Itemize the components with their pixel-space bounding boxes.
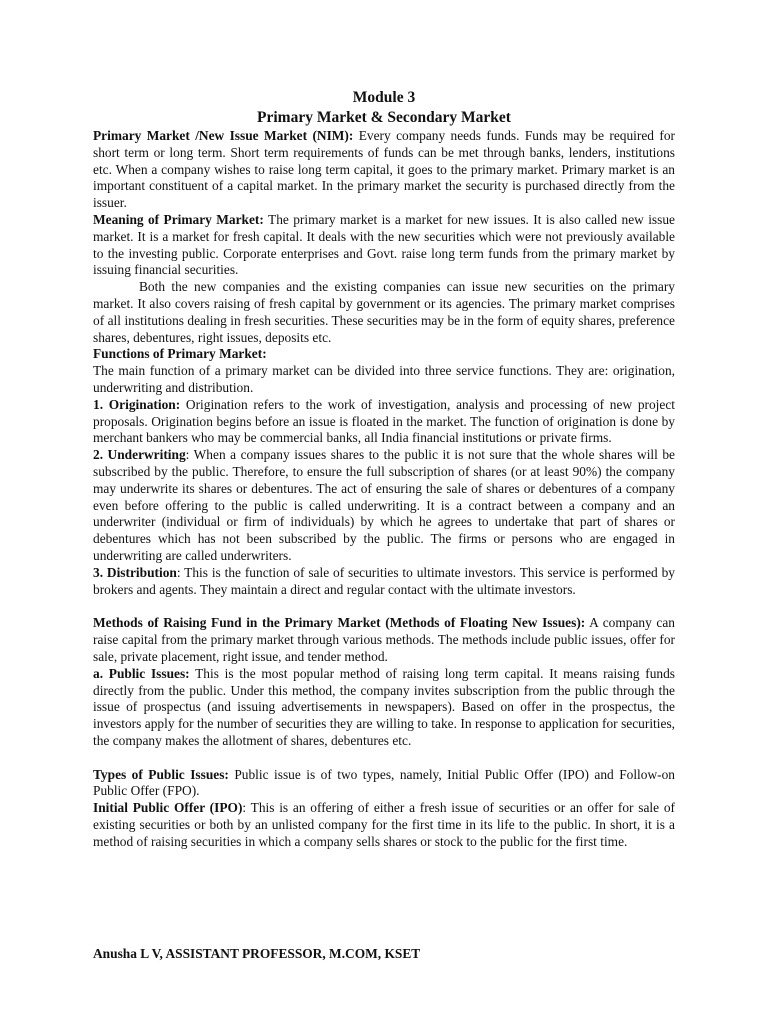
paragraph-public-issues bbox=[93, 666, 675, 750]
text-origination: Origination refers to the work of investigation, analysis and processing of new project proposals. Origination begins before an issue is floated in the market. The function of origination is done by merchant bankers who may be commercial banks, all India financial institutions or private firms. bbox=[93, 396, 676, 446]
paragraph-origination bbox=[93, 397, 675, 447]
text-underwriting: : When a company issues shares to the public it is not sure that the whole shares will be subscribed by the public. Therefore, to ensure the full subscription of shares (or at least 90%) the company may underwrite its shares or debentures. The act of ensuring the sale of shares or debentures of a company even before offering to the public is called underwriting. It is a contract between a company and an underwriter (individual or firm of individuals) by which he agrees to undertake that part of shares or debentures which has not been subscribed by the public. The firms or persons who are engaged in underwriting are called underwriters. bbox=[93, 447, 676, 563]
heading-types: Types of Public Issues: bbox=[93, 766, 229, 782]
heading-public-issues: a. Public Issues: bbox=[93, 665, 190, 681]
paragraph-methods bbox=[93, 615, 675, 665]
text-types: Public issue is of two types, namely, Initial Public Offer (IPO) and Follow-on Public Offer (FPO). bbox=[93, 766, 675, 799]
paragraph-underwriting bbox=[93, 447, 675, 565]
text-both-companies: Both the new companies and the existing companies can issue new securities on the primary market. It also covers raising of fresh capital by government or its agencies. The primary market comprises of all institutions dealing in fresh securities. These securities may be in the form of equity shares, preference shares, debentures, right issues, deposits etc. bbox=[93, 279, 675, 345]
heading-functions: Functions of Primary Market: bbox=[93, 346, 267, 362]
paragraph-distribution bbox=[93, 565, 675, 599]
spacer bbox=[93, 750, 675, 767]
spacer bbox=[93, 598, 675, 615]
text-methods: A company can raise capital from the primary market through various methods. The methods include public issues, offer for sale, private placement, right issue, and tender method. bbox=[93, 615, 675, 664]
paragraph-types bbox=[93, 767, 675, 801]
paragraph-ipo bbox=[93, 800, 675, 850]
module-title: Module 3 bbox=[352, 89, 416, 106]
text-functions-intro: The main function of a primary market can be divided into three service functions. They are: origination, underwriting and distribution. bbox=[93, 363, 675, 395]
text-meaning: The primary market is a market for new issues. It is also called new issue market. It is a market for fresh capital. It deals with the new securities which were not previously available to the investing public. Corporate enterprises and Govt. raise long term funds from the primary market by issuing financial securities. bbox=[93, 211, 675, 278]
text-public-issues: This is the most popular method of raising long term capital. It means raising funds directly from the public. Under this method, the company invites subscription from the public through the issue of prospectus (and issuing advertisements in newspapers). Based on offer in the prospectus, the investors apply for the number of securities they are willing to take. In response to application for securities, the company makes the allotment of shares, debentures etc. bbox=[93, 665, 675, 748]
paragraph-both-companies bbox=[93, 279, 675, 346]
author-footer: Anusha L V, ASSISTANT PROFESSOR, M.COM, KSET bbox=[93, 946, 421, 961]
heading-methods: Methods of Raising Fund in the Primary Market (Methods of Floating New Issues): bbox=[93, 615, 586, 631]
paragraph-functions-heading bbox=[93, 346, 675, 363]
heading-nim: Primary Market /New Issue Market (NIM): bbox=[93, 128, 354, 143]
heading-ipo: Initial Public Offer (IPO) bbox=[93, 800, 243, 816]
document-body bbox=[93, 88, 675, 851]
heading-meaning: Meaning of Primary Market: bbox=[93, 211, 264, 227]
paragraph-meaning bbox=[93, 212, 675, 279]
paragraph-nim bbox=[93, 128, 675, 212]
text-ipo: : This is an offering of either a fresh issue of securities or an offer for sale of existing securities or both by an unlisted company for the first time in its life to the public. In short, it is a method of raising securities in which a company sells shares or stock to the public for the first time. bbox=[93, 800, 675, 849]
heading-underwriting: 2. Underwriting bbox=[93, 447, 186, 463]
page-title: Primary Market & Secondary Market bbox=[257, 109, 511, 126]
text-nim: Every company needs funds. Funds may be required for short term or long term. Short term requirements of funds can be met through banks, lenders, institutions etc. When a company wishes to raise long term capital, it goes to the primary market. Primary market is an important constituent of a capital market. In the primary market the security is purchased directly from the issuer. bbox=[93, 128, 675, 211]
heading-distribution: 3. Distribution bbox=[93, 564, 177, 580]
heading-origination: 1. Origination: bbox=[93, 396, 181, 412]
paragraph-functions-intro bbox=[93, 363, 675, 397]
text-distribution: : This is the function of sale of securities to ultimate investors. This service is performed by brokers and agents. They maintain a direct and regular contact with the ultimate investors. bbox=[93, 564, 675, 597]
